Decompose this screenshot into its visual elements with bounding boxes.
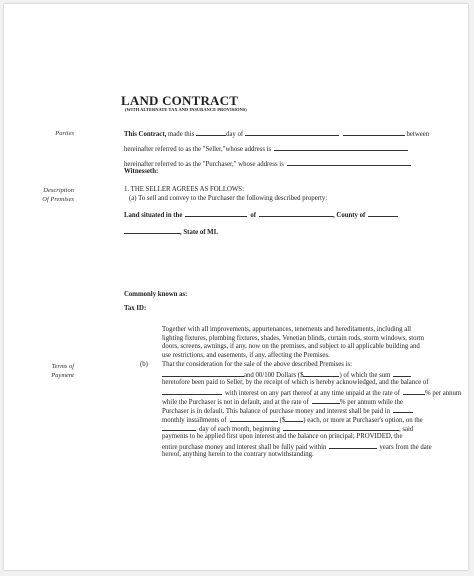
document-page — [4, 4, 468, 570]
fill-line[interactable] — [162, 370, 244, 377]
parties-line-3: hereinafter referred to as the "Purchaser," whose address is — [124, 159, 411, 170]
witnesseth: Witnesseth: — [124, 168, 159, 175]
document-subtitle: (WITH ALTERNATE TAX AND INSURANCE PROVISIONS) — [125, 107, 247, 112]
fill-line[interactable] — [245, 129, 339, 136]
margin-label-description: Description — [43, 187, 74, 194]
together-paragraph: Together with all improvements, appurtenances, tenements and hereditaments, including all lighting fixtures, plumbing fixtures, shades, Venetian blinds, curtain rods, storm windows, storm doors, screens, awnings, if any, now on the premises, and subject to all applicable building and use restrictions, and easements, if any, affecting the Premises. — [162, 326, 425, 360]
fill-line[interactable] — [259, 210, 333, 217]
terms-line-3: heretofore been paid to Seller, by the receipt of which is hereby acknowledged, and the balance of — [162, 379, 429, 386]
fill-line[interactable] — [343, 129, 405, 136]
terms-line-10: entire purchase money and interest shall be fully paid within years from the date — [162, 444, 432, 451]
fill-line[interactable] — [303, 370, 339, 377]
margin-label-parties: Parties — [55, 130, 74, 137]
terms-line-5: while the Purchaser is not in default, and at the rate of % per annum while the — [162, 399, 403, 406]
margin-label-of-premises: Of Premises — [42, 196, 74, 203]
fill-line[interactable] — [287, 159, 411, 166]
fill-line[interactable] — [124, 227, 180, 234]
state-line: , State of MI. — [124, 227, 218, 238]
terms-line-1: That the consideration for the sale of the above described Premises is: — [162, 361, 353, 368]
margin-label-payment: Payment — [51, 372, 74, 379]
fill-line[interactable] — [393, 370, 411, 377]
tax-id: Tax ID: — [124, 305, 147, 312]
fill-line[interactable] — [312, 397, 340, 404]
fill-line[interactable] — [403, 388, 425, 395]
parties-line-2: hereinafter referred to as the "Seller,"whose address is — [124, 144, 408, 155]
fill-line[interactable] — [329, 442, 377, 449]
seller-agrees: 1. THE SELLER AGREES AS FOLLOWS: — [124, 186, 244, 193]
terms-b-label: (b) — [140, 361, 148, 368]
land-situated-line: Land situated in the of , County of — [124, 210, 398, 221]
fill-line[interactable] — [368, 210, 398, 217]
commonly-known-as: Commonly known as: — [124, 291, 188, 298]
terms-line-4: with interest on any part thereof at any time unpaid at the rate of % per annum — [162, 388, 461, 399]
fill-line[interactable] — [162, 388, 222, 395]
seller-agrees-a: (a) To sell and convey to the Purchaser the following described property: — [129, 195, 328, 202]
fill-line[interactable] — [162, 424, 196, 431]
fill-line[interactable] — [285, 415, 303, 422]
fill-line[interactable] — [393, 406, 413, 413]
fill-line[interactable] — [283, 424, 399, 431]
terms-line-6: Purchaser is in default. This balance of purchase money and interest shall be paid in — [162, 406, 413, 417]
terms-line-2: and 00/100 Dollars ($ ) of which the sum — [162, 370, 411, 381]
fill-line[interactable] — [230, 415, 278, 422]
terms-line-8: day of each month, beginning , said — [162, 424, 413, 435]
terms-line-9: payments to be applied first upon interest and the balance on principal; PROVIDED, the — [162, 433, 403, 440]
terms-line-7: monthly installments of ($ ) each, or more at Purchaser's option, on the — [162, 417, 423, 424]
document-title: LAND CONTRACT — [121, 93, 239, 108]
fill-line[interactable] — [185, 210, 247, 217]
parties-line-1: This Contract, made this day of between — [124, 131, 430, 138]
margin-label-terms: Terms of — [51, 363, 74, 370]
terms-line-11: hereof, anything herein to the contrary notwithstanding. — [162, 451, 314, 458]
fill-line[interactable] — [274, 144, 408, 151]
fill-line[interactable] — [196, 129, 226, 136]
